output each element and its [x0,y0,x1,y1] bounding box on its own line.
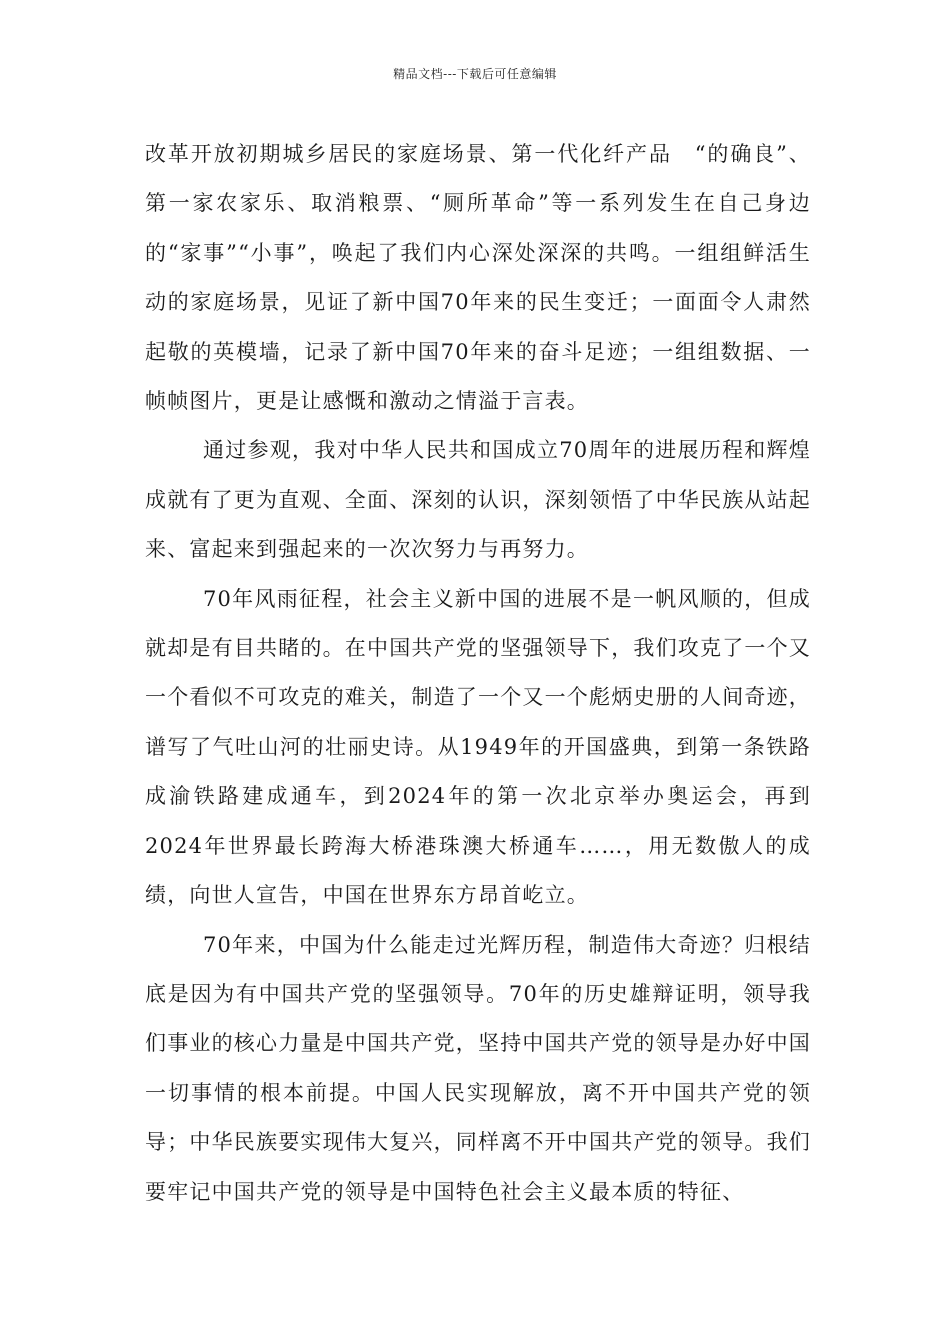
paragraph-1: 改革开放初期城乡居民的家庭场景、第一代化纤产品 “的确良”、第一家农家乐、取消粮票、“厕所革命”等一系列发生在自己身边的“家事”“小事”，唤起了我们内心深处深深的共鸣。一组组鲜活生动的家庭场景，见证了新中国70年来的民生变迁；一面面令人肃然起敬的英模墙，记录了新中国70年来的奋斗足迹；一组组数据、一帧帧图片，更是让感慨和激动之情溢于言表。 [145,142,811,414]
paragraph-3: 70年风雨征程，社会主义新中国的进展不是一帆风顺的，但成就却是有目共睹的。在中国共产党的坚强领导下，我们攻克了一个又一个看似不可攻克的难关，制造了一个又一个彪炳史册的人间奇迹，谱写了气吐山河的壮丽史诗。从1949年的开国盛典，到第一条铁路成渝铁路建成通车，到2024年的第一次北京举办奥运会，再到2024年世界最长跨海大桥港珠澳大桥通车……，用无数傲人的成绩，向世人宣告，中国在世界东方昂首屹立。 [145,586,811,908]
paragraph-4: 70年来，中国为什么能走过光辉历程，制造伟大奇迹？归根结底是因为有中国共产党的坚强领导。70年的历史雄辩证明，领导我们事业的核心力量是中国共产党，坚持中国共产党的领导是办好中国一切事情的根本前提。中国人民实现解放，离不开中国共产党的领导；中华民族要实现伟大复兴，同样离不开中国共产党的领导。我们要牢记中国共产党的领导是中国特色社会主义最本质的特征、 [145,932,811,1204]
document-body [145,130,811,1217]
paragraph-2: 通过参观，我对中华人民共和国成立70周年的进展历程和辉煌成就有了更为直观、全面、深刻的认识，深刻领悟了中华民族从站起来、富起来到强起来的一次次努力与再努力。 [145,438,811,562]
page-header: 精品文档---下载后可任意编辑 [393,67,557,81]
